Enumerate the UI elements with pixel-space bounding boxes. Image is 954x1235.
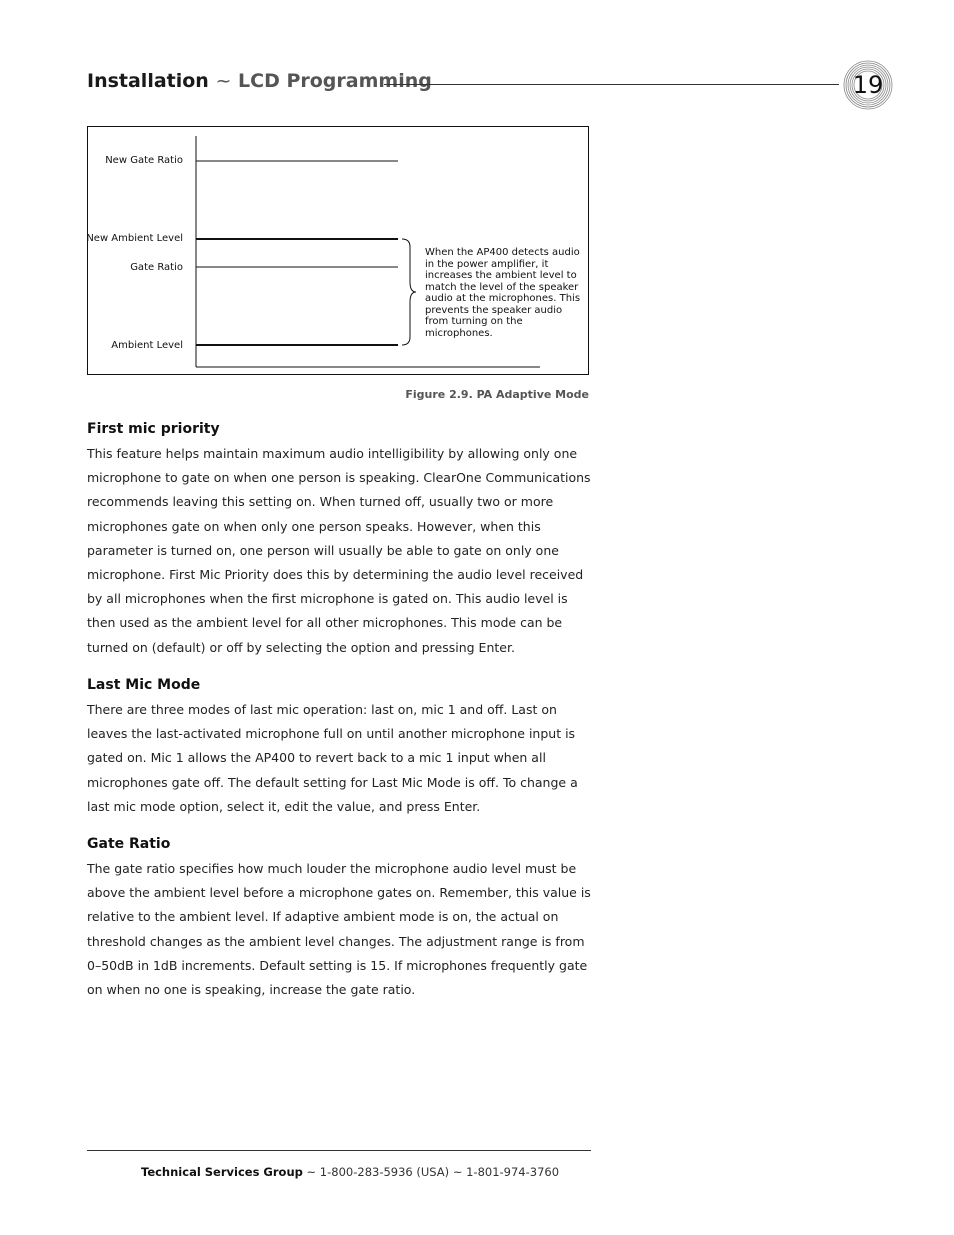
figure-caption: Figure 2.9. PA Adaptive Mode [405, 388, 589, 401]
body-gate-ratio: The gate ratio specifies how much louder the microphone audio level must be above the ambient level before a microphone gates on. Remember, this value is relative to the ambient level. If adaptive ambient mode is on, the actual on threshold changes as the ambient level changes. The adjustment range is from 0–50dB in 1dB increments. Default setting is 15. If microphones frequently gate on when no one is speaking, increase the gate ratio. [87, 861, 591, 998]
header-rule [384, 84, 839, 85]
page-header-title [87, 70, 432, 92]
label-new-ambient-level: New Ambient Level [86, 233, 183, 244]
heading-gate-ratio: Gate Ratio [87, 836, 171, 852]
header-subtitle: LCD Programming [238, 70, 432, 92]
label-ambient-level: Ambient Level [111, 340, 183, 351]
label-gate-ratio: Gate Ratio [130, 262, 183, 273]
footer-contact: ~ 1-800-283-5936 (USA) ~ 1-801-974-3760 [302, 1165, 560, 1179]
header-separator: ~ [215, 70, 232, 92]
body-first-mic-priority: This feature helps maintain maximum audio intelligibility by allowing only one microphone to gate on when one person is speaking. ClearOne Communications recommends leaving this setting on. When turned off, usually two or more microphones gate on when only one person speaks. However, when this parameter is turned on, one person will usually be able to gate on only one microphone. First Mic Priority does this by determining the audio level received by all microphones when the first microphone is gated on. This audio level is then used as the ambient level for all other microphones. This mode can be turned on (default) or off by selecting the option and pressing Enter. [87, 446, 591, 655]
figure-pa-adaptive-mode [87, 126, 589, 375]
heading-first-mic-priority: First mic priority [87, 421, 220, 437]
footer [141, 1165, 559, 1179]
footer-group-name: Technical Services Group [141, 1165, 303, 1179]
label-new-gate-ratio: New Gate Ratio [105, 155, 183, 166]
heading-last-mic-mode: Last Mic Mode [87, 677, 201, 693]
curly-brace-icon [402, 239, 416, 345]
page-number: 19 [852, 71, 884, 99]
footer-rule [87, 1150, 591, 1151]
figure-annotation: When the AP400 detects audio in the power amplifier, it increases the ambient level to match the level of the speaker audio at the microphones. This prevents the speaker audio from turning on the microphones. [425, 247, 581, 339]
body-last-mic-mode: There are three modes of last mic operation: last on, mic 1 and off. Last on leaves the last-activated microphone full on until another microphone input is gated on. Mic 1 allows the AP400 to revert back to a mic 1 input when all microphones gate off. The default setting for Last Mic Mode is off. To change a last mic mode option, select it, edit the value, and press Enter. [87, 702, 578, 814]
header-title-main: Installation [87, 70, 209, 92]
